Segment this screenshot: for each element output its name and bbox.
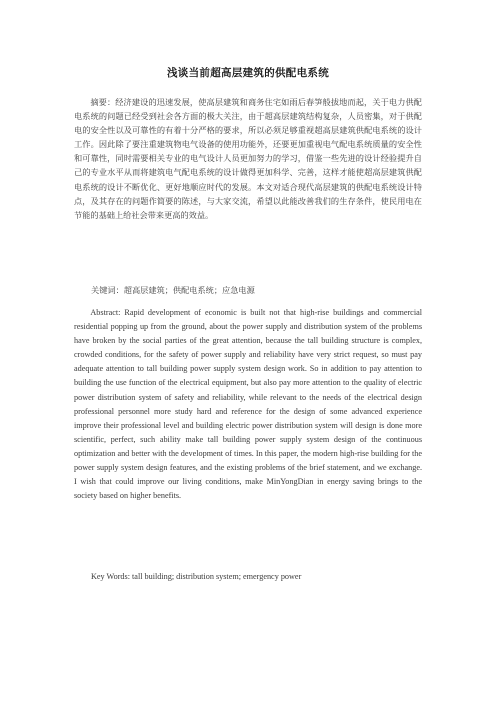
- document-title: 浅谈当前超高层建筑的供配电系统: [167, 67, 329, 79]
- keywords-chinese: 关键词：超高层建筑；供配电系统；应急电源: [91, 285, 255, 295]
- abstract-chinese: 摘要：经济建设的迅速发展，使高层建筑和商务住宅如雨后春笋般拔地而起，关于电力供配电系统的问题已经受到社会各方面的极大关注，由于超高层建筑结构复杂，人员密集，对于供配电的安全性以及可靠性的有着十分严格的要求，所以必须足够重视超高层建筑供配电系统的设计工作。因此除了要注重建筑物电气设备的使用功能外，还要更加重视电气配电系统质量的安全性和可靠性，同时需要相关专业的电气设计人员更加努力的学习，借鉴一些先进的设计经验提升自己的专业水平从而将建筑电气配电系统的设计做得更加科学、完善，这样才能使超高层建筑供配电系统的设计不断优化、更好地顺应时代的发展。本文对适合现代高层建筑的供配电系统设计特点，及其存在的问题作简要的陈述，与大家交流，希望以此能改善我们的生存条件，使民用电在节能的基础上给社会带来更高的效益。: [74, 97, 422, 220]
- abstract-english: Abstract: Rapid development of economic is built not that high-rise buildings and commercial residential popping up from the ground, about the power supply and distribution system of the problems have broken by the social parties of the great attention, because the tall building structure is complex, crowded conditions, for the safety of power supply and reliability have very strict request, so must pay adequate attention to tall building power supply system design work. So in addition to pay attention to building the use function of the electrical equipment, but also pay more attention to the quality of electric power distribution system of safety and reliability, while relevant to the needs of the electrical design professional personnel more study hard and reference for the design of some advanced experience improve their professional level and building electric power distribution system will design is done more scientific, perfect, such ability make tall building power supply system design of the continuous optimization and better with the development of times. In this paper, the modern high-rise building for the power supply system design features, and the existing problems of the brief statement, and we exchange. I wish that could improve our living conditions, make MinYongDian in energy saving brings to the society based on higher benefits.: [74, 308, 422, 501]
- keywords-english: Key Words: tall building; distribution system; emergency power: [91, 572, 302, 581]
